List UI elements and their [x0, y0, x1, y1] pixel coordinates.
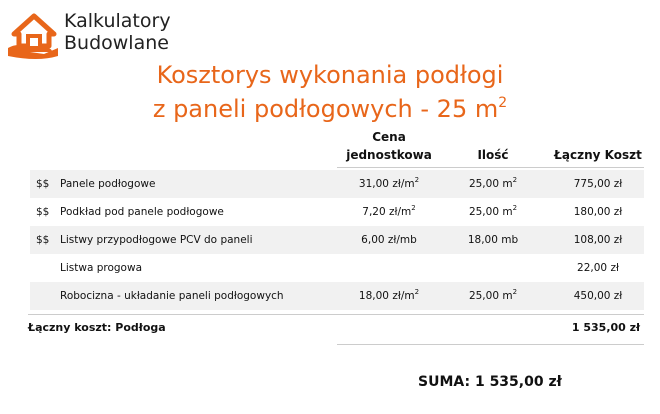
row-price: 31,00 $zł/m^2$ [358, 176, 420, 190]
row-qty: 25,00 $m^2$ [468, 204, 518, 218]
row-price: 7,20 $zł/m^2$ [362, 204, 416, 218]
table-row [30, 282, 644, 310]
table-row [30, 226, 644, 254]
header-price-line-1: Cena [372, 130, 406, 144]
summary-row [28, 316, 644, 340]
header-price-line-2: jednostkowa [346, 148, 432, 162]
grand-total: SUMA: 1 535,00 zł [418, 374, 562, 390]
row-price: 6,00 zł/mb [361, 234, 417, 246]
row-qty: 25,00 $m^2$ [468, 176, 518, 190]
row-name: Listwy przypodłogowe PCV do paneli [60, 234, 253, 246]
row-name: Listwa progowa [60, 262, 143, 274]
row-total: 450,00 zł [573, 290, 623, 302]
header-divider [337, 167, 644, 168]
brand-line-2: Budowlane [64, 32, 169, 54]
table-row [30, 254, 644, 282]
summary-label: Łączny koszt: Podłoga [28, 321, 166, 334]
row-total: 22,00 zł [577, 262, 619, 274]
row-currency: $$ [36, 178, 50, 190]
table-row [30, 198, 644, 226]
row-price: 18,00 $zł/m^2$ [358, 288, 420, 302]
brand-name [64, 10, 171, 54]
brand-line-1: Kalkulatory [64, 10, 171, 32]
row-currency: $$ [36, 234, 50, 246]
summary-divider-top [28, 314, 644, 315]
row-total: 108,00 zł [573, 234, 623, 246]
header-total: Łączny Koszt [554, 148, 642, 162]
header-qty: Ilość [477, 148, 509, 162]
row-name: Robocizna - układanie paneli podłogowych [60, 290, 284, 302]
row-currency: $$ [36, 206, 50, 218]
row-name: Panele podłogowe [60, 178, 156, 190]
page-title [0, 58, 660, 126]
brand-logo[interactable] [8, 6, 198, 62]
summary-value: 1 535,00 zł [571, 321, 641, 334]
title-line-2-sup: 2 [498, 95, 508, 111]
table-row [30, 170, 644, 198]
header-price [335, 128, 443, 164]
row-total: 775,00 zł [573, 178, 623, 190]
house-hand-icon [8, 8, 60, 60]
title-line-1: Kosztorys wykonania podłogi [156, 61, 504, 89]
row-qty: 25,00 $m^2$ [468, 288, 518, 302]
row-qty: 18,00 mb [467, 234, 519, 246]
row-name: Podkład pod panele podłogowe [60, 206, 224, 218]
title-line-2-text: z paneli podłogowych - 25 m [152, 95, 499, 123]
title-line-2 [0, 92, 660, 126]
row-total: 180,00 zł [573, 206, 623, 218]
summary-divider-bottom [337, 344, 644, 345]
